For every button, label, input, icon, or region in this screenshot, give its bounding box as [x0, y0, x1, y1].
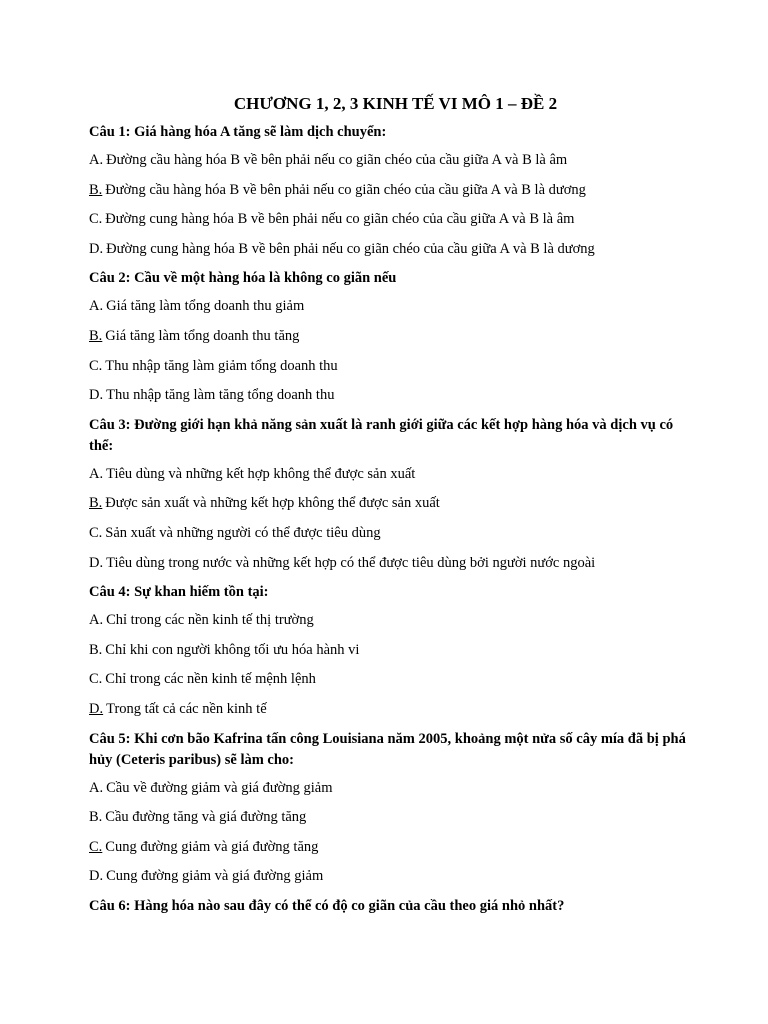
answer-letter: A. — [89, 612, 104, 629]
answer-text: Thu nhập tăng làm tăng tổng doanh thu — [106, 387, 335, 404]
answer-text: Được sản xuất và những kết hợp không thể được sản xuất — [105, 495, 440, 512]
answer-option — [89, 493, 690, 513]
answer-letter-correct: D. — [89, 700, 104, 717]
answer-letter-correct: B. — [89, 181, 103, 198]
answer-text: Cung đường giảm và giá đường giảm — [106, 868, 324, 885]
answer-option — [89, 807, 690, 827]
answer-option — [89, 640, 690, 660]
answer-option — [89, 866, 690, 886]
answer-option — [89, 669, 690, 689]
answer-option — [89, 699, 690, 719]
answer-option — [89, 778, 690, 798]
answer-option — [89, 209, 690, 229]
question-block — [89, 582, 690, 719]
answer-letter: A. — [89, 779, 104, 796]
question-block — [89, 415, 690, 573]
answer-letter: B. — [89, 809, 103, 826]
answer-option — [89, 385, 690, 405]
answer-text: Đường cầu hàng hóa B về bên phải nếu co giãn chéo của cầu giữa A và B là âm — [106, 152, 568, 168]
answer-text: Cầu đường tăng và giá đường tăng — [105, 809, 307, 826]
answer-text: Cầu về đường giảm và giá đường giảm — [106, 779, 333, 796]
question-block — [89, 729, 690, 887]
answer-letter: D. — [89, 240, 104, 257]
answer-option — [89, 553, 690, 573]
question-text: Câu 1: Giá hàng hóa A tăng sẽ làm dịch chuyển: — [89, 124, 387, 140]
answer-letter-correct: B. — [89, 327, 103, 344]
answer-letter: A. — [89, 465, 104, 482]
question-text: Câu 5: Khi cơn bão Kafrina tấn công Louisiana năm 2005, khoảng một nửa số cây mía đã bị phá hủy (Ceteris paribus) sẽ làm cho: — [89, 730, 686, 768]
answer-option — [89, 464, 690, 484]
document-title: CHƯƠNG 1, 2, 3 KINH TẾ VI MÔ 1 – ĐỀ 2 — [233, 94, 558, 113]
question-block — [89, 268, 690, 405]
answer-text: Thu nhập tăng làm giảm tổng doanh thu — [105, 357, 338, 374]
answer-letter: C. — [89, 524, 103, 541]
answer-letter: C. — [89, 211, 103, 228]
answer-option — [89, 239, 690, 259]
answer-text: Chỉ trong các nền kinh tế thị trường — [106, 612, 314, 629]
answer-option — [89, 180, 690, 200]
answer-letter: B. — [89, 641, 103, 658]
answer-text: Chỉ khi con người không tối ưu hóa hành vi — [105, 641, 360, 658]
answer-text: Trong tất cả các nền kinh tế — [106, 700, 267, 717]
answer-letter: A. — [89, 152, 104, 168]
answer-text: Sản xuất và những người có thể được tiêu dùng — [105, 524, 381, 541]
answer-letter-correct: C. — [89, 838, 103, 855]
answer-letter: D. — [89, 868, 104, 885]
answer-text: Đường cầu hàng hóa B về bên phải nếu co giãn chéo của cầu giữa A và B là dương — [105, 181, 586, 198]
answer-option — [89, 837, 690, 857]
answer-text: Tiêu dùng và những kết hợp không thể được sản xuất — [106, 465, 416, 482]
question-text: Câu 3: Đường giới hạn khả năng sản xuất là ranh giới giữa các kết hợp hàng hóa và dịch vụ có thể: — [89, 416, 674, 454]
question-block — [89, 122, 690, 259]
answer-option — [89, 523, 690, 543]
question-text: Câu 6: Hàng hóa nào sau đây có thể có độ co giãn của cầu theo giá nhỏ nhất? — [89, 897, 565, 914]
answer-text: Chỉ trong các nền kinh tế mệnh lệnh — [105, 671, 316, 688]
question-text: Câu 2: Cầu về một hàng hóa là không co giãn nếu — [89, 270, 397, 287]
answer-text: Đường cung hàng hóa B về bên phải nếu co giãn chéo của cầu giữa A và B là âm — [105, 211, 575, 228]
answer-text: Tiêu dùng trong nước và những kết hợp có thể được tiêu dùng bởi người nước ngoài — [106, 554, 596, 571]
question-text: Câu 4: Sự khan hiếm tồn tại: — [89, 584, 269, 601]
question-list — [89, 122, 690, 917]
answer-option — [89, 296, 690, 316]
answer-option — [89, 150, 690, 170]
answer-option — [89, 610, 690, 630]
answer-letter: D. — [89, 554, 104, 571]
answer-text: Giá tăng làm tổng doanh thu giảm — [106, 298, 305, 315]
answer-option — [89, 356, 690, 376]
answer-letter: C. — [89, 671, 103, 688]
answer-option — [89, 326, 690, 346]
answer-letter: A. — [89, 298, 104, 315]
answer-letter: C. — [89, 357, 103, 374]
answer-letter-correct: B. — [89, 495, 103, 512]
answer-text: Giá tăng làm tổng doanh thu tăng — [105, 327, 300, 344]
question-block — [89, 896, 690, 917]
answer-text: Đường cung hàng hóa B về bên phải nếu co giãn chéo của cầu giữa A và B là dương — [106, 240, 595, 257]
answer-letter: D. — [89, 387, 104, 404]
answer-text: Cung đường giảm và giá đường tăng — [105, 838, 319, 855]
